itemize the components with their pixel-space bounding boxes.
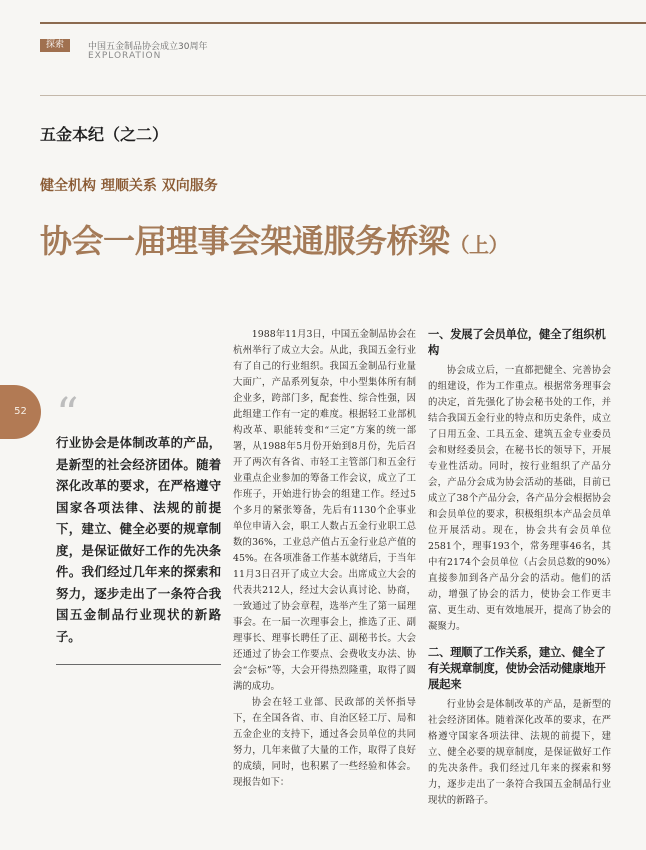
article-title-suffix: （上）	[449, 233, 509, 257]
body-paragraph: 1988年11月3日，中国五金制品协会在杭州举行了成立大会。从此，我国五金行业有了自己的行业组织。我国五金制品行业量大面广，产品系列复杂，中小型集体所有制企业多，跨部门多，配套性、综合性强，因此组建工作有一定的难度。根据轻工业部机构改革、职能转变和“三定”方案的统一部署，从1988年5月份开始到8月份，先后召开了两次有各省、市轻工主管部门和五金行业重点企业参加的筹备工作会议，成立了工作班子，开始进行协会的组建工作。经过5个多月的紧张筹备，先后有1130个企事业单位申请入会，职工人数占五金行业职工总数的36%，工业总产值占五金行业总产值的45%。在各项准备工作基本就绪后，于当年11月3日召开了成立大会。出席成立大会的代表共212人，经过大会认真讨论、协商，一致通过了协会章程，选举产生了第一届理事会。在一届一次理事会上，推选了正、副理事长、理事长聘任了正、副秘书长。大会还通过了协会工作要点、会费收支办法、协会“会标”等，大会开得热烈隆重，取得了圆满的成功。	[233, 329, 416, 692]
header-subtitle-cn: 中国五金制品协会成立30周年	[88, 42, 208, 52]
page-number: 52	[0, 385, 41, 439]
body-column-middle	[233, 327, 416, 791]
section-2-text: 行业协会是体制改革的产品，是新型的社会经济团体。随着深化改革的要求，在严格遵守国家各项法律、法规的前提下，建立、健全必要的规章制度，是保证做好工作的先决条件。我们经过几年来的探索和努力，逐步走出了一条符合我国五金制品行业现状的新路子。	[428, 699, 611, 806]
top-rule	[40, 22, 646, 24]
body-paragraph: 协会在轻工业部、民政部的关怀指导下，在全国各省、市、自治区轻工厅、局和五金企业的支持下，通过各会员单位的共同努力，几年来做了大量的工作，取得了良好的成绩，同时，也积累了一些经验和体会。现报告如下：	[233, 697, 416, 788]
pull-quote-divider	[56, 664, 221, 665]
quote-mark-icon: “	[56, 389, 75, 440]
section-heading-1: 一、发展了会员单位，健全了组织机构	[428, 328, 606, 357]
article-title	[40, 216, 508, 262]
section-heading-2: 二、理顺了工作关系，建立、健全了有关规章制度，使协会活动健康地开展起来	[428, 646, 606, 691]
section-1-text: 协会成立后，一直都把健全、完善协会的组建设，作为工作重点。根据常务理事会的决定，首先强化了协会秘书处的工作，并结合我国五金行业的特点和历史条件，成立了日用五金、工具五金、建筑五金专业委员会和财经委员会，在秘书长的领导下，开展专业性活动。同时，按行业组织了产品分会，产品分会成为协会活动的基础，目前已成立了38个产品分会，各产品分会根据协会和会员单位的要求，积极组织本产品会员单位开展活动。现在，协会共有会员单位2581个，理事193个，常务理事46名，其中有2174个会员单位（占会员总数的90%）直接参加到各产品分会的活动。他们的活动，增强了协会的活力，使协会工作更丰富、更生动、更有效地展开，提高了协会的凝聚力。	[428, 365, 611, 632]
pull-quote: 行业协会是体制改革的产品，是新型的社会经济团体。随着深化改革的要求，在严格遵守国家各项法律、法规的前提下，建立、健全必要的规章制度，是保证做好工作的先决条件。我们经过几年来的探索和努力，逐步走出了一条符合我国五金制品行业现状的新路子。	[56, 435, 221, 644]
article-subtitle: 健全机构 理顺关系 双向服务	[40, 178, 218, 194]
header-subtitle-en: EXPLORATION	[88, 51, 162, 61]
body-column-right	[428, 327, 611, 809]
section-tag: 探索	[40, 39, 70, 52]
series-title: 五金本纪（之二）	[40, 125, 169, 144]
header-divider	[40, 95, 646, 96]
article-title-main: 协会一届理事会架通服务桥梁	[40, 222, 450, 260]
